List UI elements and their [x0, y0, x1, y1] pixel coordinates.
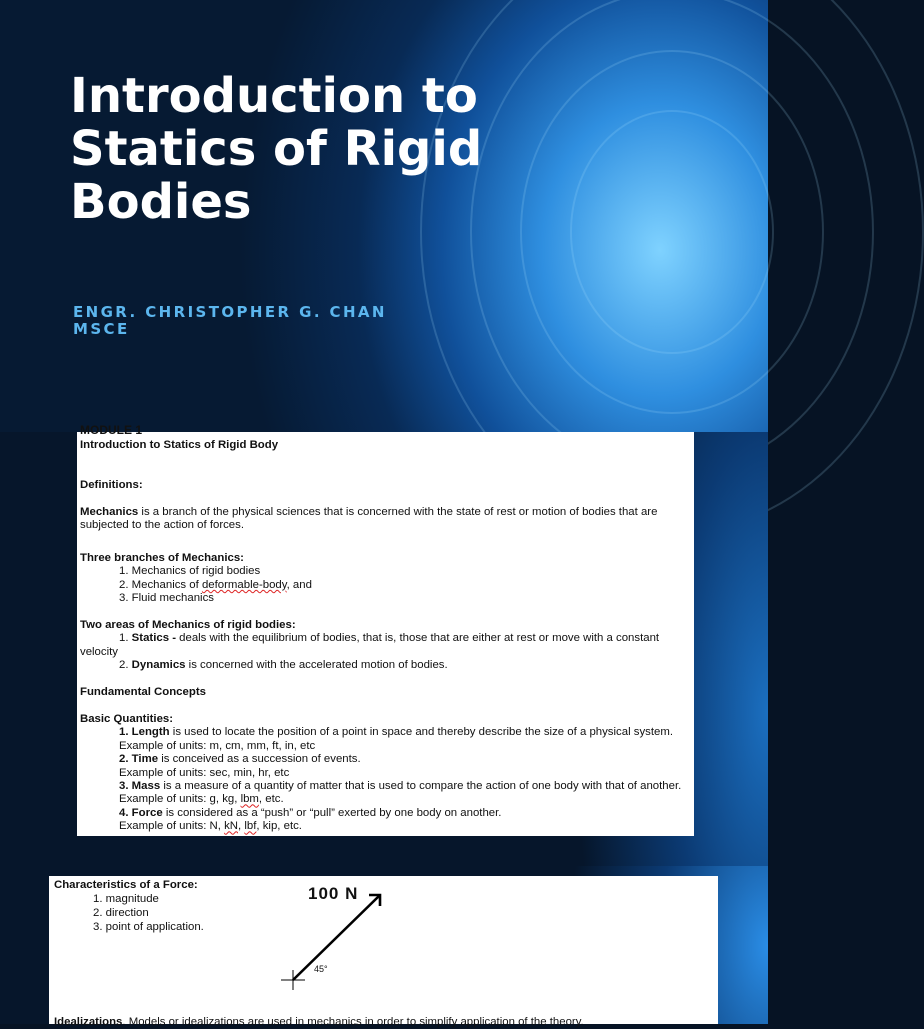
units-line	[80, 793, 688, 806]
definitions-label: Definitions:	[80, 479, 143, 491]
list-item-text: 2. Mechanics of	[119, 578, 202, 591]
fundamental-label: Fundamental Concepts	[80, 686, 206, 698]
mechanics-definition	[80, 506, 688, 533]
tunnel-ring	[570, 110, 774, 354]
units-text: Example of units: N,	[119, 820, 225, 833]
length-text: is used to locate the position of a point in space and thereby describe the size of a physical system.	[169, 726, 673, 739]
spellcheck-word: kN	[224, 820, 239, 833]
force-arrow-shaft	[293, 896, 379, 980]
units-text: ,	[238, 820, 245, 833]
author-degree-line: MSCE	[73, 320, 130, 338]
list-item	[80, 632, 688, 659]
characteristics-block	[54, 878, 204, 934]
list-item	[80, 753, 688, 766]
statics-term: Statics -	[131, 632, 176, 645]
idealizations-text: . Models or idealizations are used in mechanics in order to simplify application of the theory.	[122, 1016, 584, 1028]
time-term: 2. Time	[119, 753, 159, 766]
doc-heading: Introduction to Statics of Rigid Body	[80, 439, 279, 451]
force-text: is considered as a “push” or “pull” exerted by one body on another.	[162, 806, 502, 819]
basic-quantities	[80, 713, 688, 834]
mechanics-text: is a branch of the physical sciences that is concerned with the state of rest or motion of bodies that are subjected to the action of forces.	[80, 506, 658, 532]
author-name-line: ENGR. CHRISTOPHER G. CHAN	[73, 303, 387, 321]
list-item: 3. Fluid mechanics	[119, 592, 214, 605]
force-document-image	[49, 876, 718, 1028]
units-line: Example of units: sec, min, hr, etc	[119, 766, 290, 779]
idealizations-term: Idealizations	[54, 1016, 123, 1028]
list-item-number: 2.	[119, 659, 132, 672]
units-line	[80, 820, 688, 833]
list-item	[80, 726, 688, 739]
list-item-number: 1.	[119, 632, 132, 645]
units-text: , kip, etc.	[256, 820, 302, 833]
length-term: 1. Length	[119, 726, 170, 739]
branches-label: Three branches of Mechanics:	[80, 552, 244, 564]
author-name	[73, 304, 433, 338]
units-line: Example of units: m, cm, mm, ft, in, etc	[119, 739, 316, 752]
time-text: is conceived as a succession of events.	[158, 753, 361, 766]
slide-title: Introduction to Statics of Rigid Bodies	[70, 68, 483, 230]
dynamics-term: Dynamics	[131, 659, 186, 672]
list-item: 2. direction	[93, 907, 149, 919]
list-item	[80, 807, 688, 820]
list-item	[80, 780, 688, 793]
units-text: , etc.	[258, 793, 284, 806]
angle-label: 45°	[314, 964, 328, 974]
list-item: 1. magnitude	[93, 893, 159, 905]
force-vector-diagram	[279, 890, 389, 990]
mass-term: 3. Mass	[119, 780, 161, 793]
spellcheck-word: lbf	[244, 820, 257, 833]
statics-text: deals with the equilibrium of bodies, that is, those that are either at rest or move with a constant velocity	[80, 632, 660, 658]
mechanics-term: Mechanics	[80, 506, 139, 518]
title-slide	[0, 0, 768, 432]
list-item	[80, 659, 688, 672]
mass-text: is a measure of a quantity of matter that is used to compare the action of one body with that of another.	[160, 780, 682, 793]
branches-list	[80, 552, 688, 606]
areas-label: Two areas of Mechanics of rigid bodies:	[80, 619, 296, 631]
list-item: 1. Mechanics of rigid bodies	[119, 565, 261, 578]
areas-list	[80, 619, 688, 673]
list-item: 3. point of application.	[93, 921, 204, 933]
list-item-text: , and	[286, 578, 312, 591]
list-item	[80, 579, 688, 592]
force-magnitude-label: 100 N	[308, 884, 359, 903]
module-label: MODULE 1	[80, 423, 143, 437]
idealizations-line	[54, 1015, 584, 1029]
dynamics-text: is concerned with the accelerated motion of bodies.	[185, 659, 448, 672]
spellcheck-word: lbm	[240, 793, 259, 806]
units-text: Example of units: g, kg,	[119, 793, 241, 806]
basic-label: Basic Quantities:	[80, 713, 174, 725]
force-term: 4. Force	[119, 806, 163, 819]
characteristics-label: Characteristics of a Force:	[54, 879, 198, 891]
spellcheck-word: deformable-body	[201, 578, 287, 591]
module-document-image	[77, 423, 694, 836]
